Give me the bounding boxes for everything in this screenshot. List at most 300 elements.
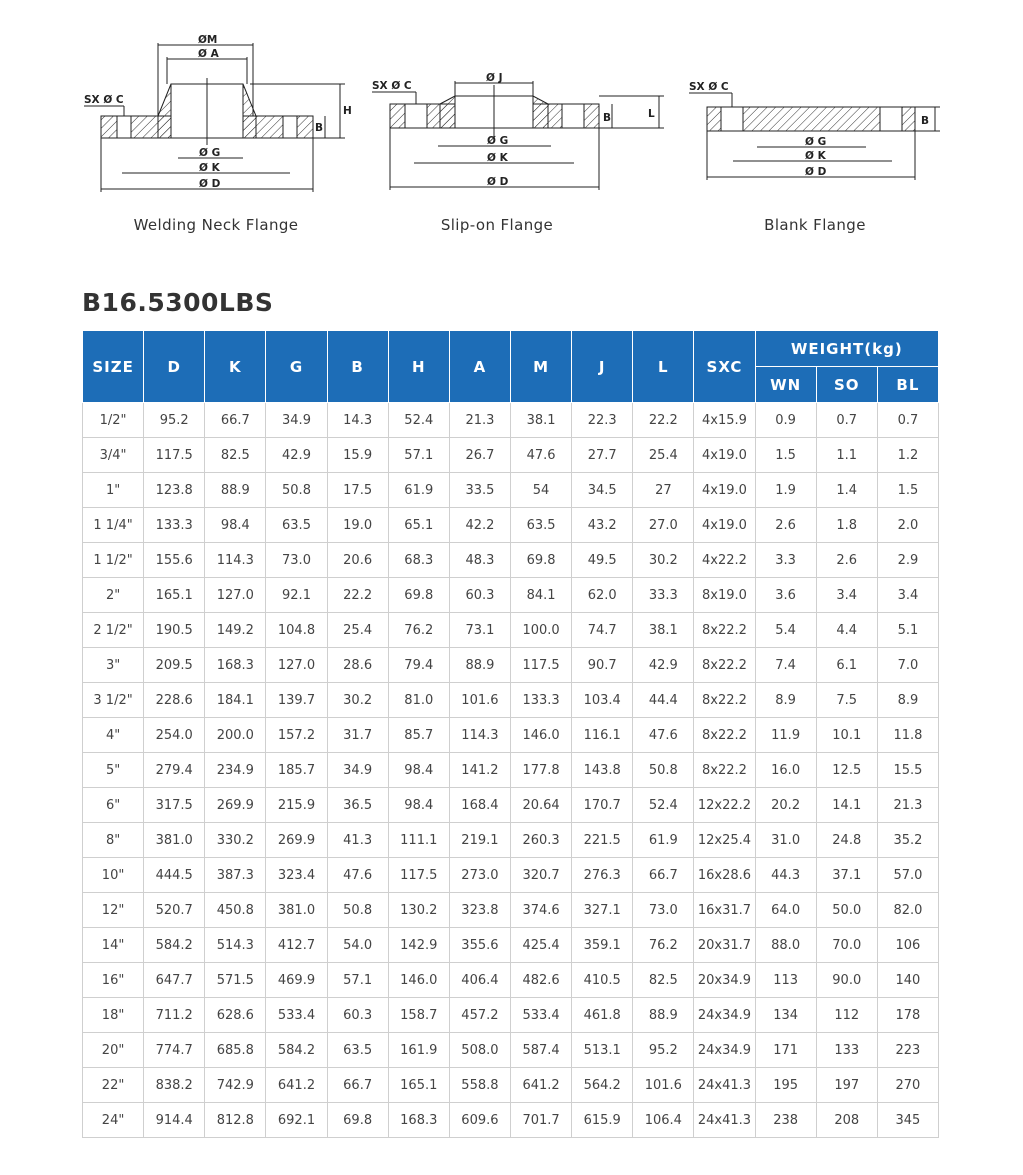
table-cell: 155.6 <box>144 543 205 578</box>
table-cell: 195 <box>755 1068 816 1103</box>
so-label-l: L <box>648 108 655 120</box>
table-cell: 208 <box>816 1103 877 1138</box>
table-cell: 33.3 <box>633 578 694 613</box>
table-cell: 461.8 <box>572 998 633 1033</box>
table-cell: 26.7 <box>449 438 510 473</box>
table-cell: 7.0 <box>877 648 938 683</box>
table-cell: 27.0 <box>633 508 694 543</box>
table-cell: 1.1 <box>816 438 877 473</box>
table-cell: 20.2 <box>755 788 816 823</box>
so-label-j: Ø J <box>486 72 503 84</box>
table-cell: 197 <box>816 1068 877 1103</box>
table-cell: 711.2 <box>144 998 205 1033</box>
table-cell: 116.1 <box>572 718 633 753</box>
table-cell: 161.9 <box>388 1033 449 1068</box>
table-cell: 14" <box>83 928 144 963</box>
table-cell: 33.5 <box>449 473 510 508</box>
table-cell: 0.7 <box>816 403 877 438</box>
table-cell: 4x22.2 <box>694 543 755 578</box>
table-cell: 49.5 <box>572 543 633 578</box>
table-cell: 1 1/2" <box>83 543 144 578</box>
table-cell: 514.3 <box>205 928 266 963</box>
table-cell: 16.0 <box>755 753 816 788</box>
table-cell: 24x41.3 <box>694 1068 755 1103</box>
table-cell: 8.9 <box>877 683 938 718</box>
table-cell: 117.5 <box>388 858 449 893</box>
table-cell: 260.3 <box>510 823 571 858</box>
table-cell: 21.3 <box>877 788 938 823</box>
table-cell: 65.1 <box>388 508 449 543</box>
table-cell: 165.1 <box>388 1068 449 1103</box>
table-cell: 47.6 <box>510 438 571 473</box>
table-cell: 66.7 <box>327 1068 388 1103</box>
table-cell: 130.2 <box>388 893 449 928</box>
table-cell: 2.9 <box>877 543 938 578</box>
table-cell: 88.9 <box>633 998 694 1033</box>
table-cell: 20x31.7 <box>694 928 755 963</box>
table-cell: 139.7 <box>266 683 327 718</box>
flange-drawings <box>0 0 1023 250</box>
header-d: D <box>144 331 205 403</box>
table-cell: 112 <box>816 998 877 1033</box>
table-cell: 425.4 <box>510 928 571 963</box>
table-cell: 127.0 <box>205 578 266 613</box>
table-cell: 43.2 <box>572 508 633 543</box>
table-cell: 158.7 <box>388 998 449 1033</box>
table-cell: 17.5 <box>327 473 388 508</box>
table-cell: 469.9 <box>266 963 327 998</box>
header-so: SO <box>816 367 877 403</box>
table-row <box>83 683 939 718</box>
so-label-k: Ø K <box>487 152 508 164</box>
table-cell: 88.9 <box>205 473 266 508</box>
table-cell: 24" <box>83 1103 144 1138</box>
table-cell: 52.4 <box>633 788 694 823</box>
table-cell: 117.5 <box>144 438 205 473</box>
table-cell: 31.0 <box>755 823 816 858</box>
table-cell: 47.6 <box>633 718 694 753</box>
table-cell: 146.0 <box>388 963 449 998</box>
table-cell: 520.7 <box>144 893 205 928</box>
table-cell: 90.7 <box>572 648 633 683</box>
header-k: K <box>205 331 266 403</box>
table-cell: 641.2 <box>266 1068 327 1103</box>
table-cell: 100.0 <box>510 613 571 648</box>
header-h: H <box>388 331 449 403</box>
table-header-row <box>83 331 939 367</box>
table-cell: 114.3 <box>205 543 266 578</box>
table-cell: 1 1/4" <box>83 508 144 543</box>
table-cell: 114.3 <box>449 718 510 753</box>
table-cell: 628.6 <box>205 998 266 1033</box>
table-cell: 95.2 <box>633 1033 694 1068</box>
table-cell: 223 <box>877 1033 938 1068</box>
welding-neck-caption: Welding Neck Flange <box>133 216 299 234</box>
table-cell: 50.8 <box>266 473 327 508</box>
table-cell: 22.3 <box>572 403 633 438</box>
table-cell: 647.7 <box>144 963 205 998</box>
table-cell: 142.9 <box>388 928 449 963</box>
table-cell: 12x22.2 <box>694 788 755 823</box>
table-cell: 609.6 <box>449 1103 510 1138</box>
table-cell: 320.7 <box>510 858 571 893</box>
wn-label-b: B <box>315 122 324 134</box>
table-cell: 24x34.9 <box>694 1033 755 1068</box>
table-cell: 406.4 <box>449 963 510 998</box>
table-cell: 88.9 <box>449 648 510 683</box>
table-cell: 38.1 <box>633 613 694 648</box>
table-cell: 178 <box>877 998 938 1033</box>
table-cell: 113 <box>755 963 816 998</box>
table-cell: 48.3 <box>449 543 510 578</box>
table-cell: 276.3 <box>572 858 633 893</box>
table-row <box>83 858 939 893</box>
table-cell: 444.5 <box>144 858 205 893</box>
table-cell: 24.8 <box>816 823 877 858</box>
table-row <box>83 1103 939 1138</box>
table-cell: 74.7 <box>572 613 633 648</box>
table-cell: 355.6 <box>449 928 510 963</box>
table-cell: 101.6 <box>633 1068 694 1103</box>
table-cell: 323.4 <box>266 858 327 893</box>
table-cell: 3/4" <box>83 438 144 473</box>
table-cell: 1.8 <box>816 508 877 543</box>
table-cell: 558.8 <box>449 1068 510 1103</box>
so-label-d: Ø D <box>487 176 509 188</box>
table-cell: 57.0 <box>877 858 938 893</box>
table-cell: 84.1 <box>510 578 571 613</box>
table-cell: 66.7 <box>205 403 266 438</box>
table-cell: 381.0 <box>144 823 205 858</box>
table-cell: 219.1 <box>449 823 510 858</box>
table-row <box>83 753 939 788</box>
table-cell: 133.3 <box>510 683 571 718</box>
table-cell: 41.3 <box>327 823 388 858</box>
table-cell: 3 1/2" <box>83 683 144 718</box>
table-cell: 16" <box>83 963 144 998</box>
table-cell: 20.6 <box>327 543 388 578</box>
table-cell: 4x19.0 <box>694 473 755 508</box>
table-cell: 8x22.2 <box>694 718 755 753</box>
table-cell: 5.4 <box>755 613 816 648</box>
table-cell: 143.8 <box>572 753 633 788</box>
slip-on-caption: Slip-on Flange <box>440 216 554 234</box>
table-cell: 323.8 <box>449 893 510 928</box>
table-cell: 60.3 <box>449 578 510 613</box>
wn-label-sxc: SX Ø C <box>84 94 124 106</box>
table-cell: 4x19.0 <box>694 438 755 473</box>
table-cell: 15.9 <box>327 438 388 473</box>
table-cell: 54 <box>510 473 571 508</box>
table-row <box>83 1033 939 1068</box>
table-cell: 2.0 <box>877 508 938 543</box>
table-cell: 70.0 <box>816 928 877 963</box>
table-cell: 184.1 <box>205 683 266 718</box>
table-row <box>83 403 939 438</box>
table-cell: 1/2" <box>83 403 144 438</box>
table-cell: 571.5 <box>205 963 266 998</box>
wn-label-h: H <box>343 105 352 117</box>
table-cell: 95.2 <box>144 403 205 438</box>
table-cell: 22" <box>83 1068 144 1103</box>
header-a: A <box>449 331 510 403</box>
table-cell: 4" <box>83 718 144 753</box>
wn-label-g: Ø G <box>199 147 221 159</box>
table-cell: 330.2 <box>205 823 266 858</box>
table-cell: 10.1 <box>816 718 877 753</box>
table-cell: 28.6 <box>327 648 388 683</box>
table-cell: 200.0 <box>205 718 266 753</box>
table-cell: 47.6 <box>327 858 388 893</box>
table-cell: 134 <box>755 998 816 1033</box>
table-cell: 82.5 <box>633 963 694 998</box>
table-cell: 63.5 <box>327 1033 388 1068</box>
table-cell: 345 <box>877 1103 938 1138</box>
table-cell: 92.1 <box>266 578 327 613</box>
table-cell: 185.7 <box>266 753 327 788</box>
table-cell: 69.8 <box>388 578 449 613</box>
table-cell: 140 <box>877 963 938 998</box>
table-cell: 8x22.2 <box>694 753 755 788</box>
table-cell: 482.6 <box>510 963 571 998</box>
blank-caption: Blank Flange <box>764 216 866 234</box>
table-cell: 82.5 <box>205 438 266 473</box>
table-cell: 20" <box>83 1033 144 1068</box>
flange-diagrams <box>0 0 1023 250</box>
table-cell: 98.4 <box>205 508 266 543</box>
table-cell: 533.4 <box>266 998 327 1033</box>
table-cell: 273.0 <box>449 858 510 893</box>
table-cell: 61.9 <box>633 823 694 858</box>
table-cell: 141.2 <box>449 753 510 788</box>
table-cell: 133 <box>816 1033 877 1068</box>
table-cell: 8x19.0 <box>694 578 755 613</box>
table-row <box>83 613 939 648</box>
table-cell: 209.5 <box>144 648 205 683</box>
table-cell: 774.7 <box>144 1033 205 1068</box>
table-cell: 4x15.9 <box>694 403 755 438</box>
table-cell: 584.2 <box>144 928 205 963</box>
table-cell: 584.2 <box>266 1033 327 1068</box>
table-cell: 0.7 <box>877 403 938 438</box>
table-cell: 838.2 <box>144 1068 205 1103</box>
table-cell: 7.5 <box>816 683 877 718</box>
table-cell: 30.2 <box>327 683 388 718</box>
table-cell: 76.2 <box>388 613 449 648</box>
header-size: SIZE <box>83 331 144 403</box>
table-cell: 61.9 <box>388 473 449 508</box>
table-cell: 22.2 <box>327 578 388 613</box>
table-cell: 127.0 <box>266 648 327 683</box>
so-label-sxc: SX Ø C <box>372 80 412 92</box>
table-cell: 103.4 <box>572 683 633 718</box>
table-cell: 63.5 <box>510 508 571 543</box>
table-cell: 412.7 <box>266 928 327 963</box>
wn-label-k: Ø K <box>199 162 220 174</box>
table-cell: 50.8 <box>633 753 694 788</box>
table-cell: 359.1 <box>572 928 633 963</box>
table-cell: 22.2 <box>633 403 694 438</box>
table-cell: 36.5 <box>327 788 388 823</box>
table-cell: 2.6 <box>755 508 816 543</box>
table-cell: 2 1/2" <box>83 613 144 648</box>
table-cell: 35.2 <box>877 823 938 858</box>
table-cell: 168.3 <box>205 648 266 683</box>
table-cell: 146.0 <box>510 718 571 753</box>
table-cell: 742.9 <box>205 1068 266 1103</box>
table-cell: 81.0 <box>388 683 449 718</box>
table-cell: 24x34.9 <box>694 998 755 1033</box>
table-cell: 68.3 <box>388 543 449 578</box>
table-row <box>83 718 939 753</box>
table-row <box>83 1068 939 1103</box>
table-cell: 190.5 <box>144 613 205 648</box>
table-cell: 177.8 <box>510 753 571 788</box>
table-cell: 34.9 <box>266 403 327 438</box>
table-row <box>83 928 939 963</box>
table-body <box>83 403 939 1138</box>
table-cell: 12x25.4 <box>694 823 755 858</box>
table-cell: 104.8 <box>266 613 327 648</box>
table-cell: 27 <box>633 473 694 508</box>
header-wn: WN <box>755 367 816 403</box>
bl-label-d: Ø D <box>805 166 827 178</box>
table-cell: 106.4 <box>633 1103 694 1138</box>
table-cell: 5.1 <box>877 613 938 648</box>
table-cell: 111.1 <box>388 823 449 858</box>
table-cell: 88.0 <box>755 928 816 963</box>
table-cell: 10" <box>83 858 144 893</box>
table-cell: 0.9 <box>755 403 816 438</box>
table-cell: 34.9 <box>327 753 388 788</box>
table-cell: 812.8 <box>205 1103 266 1138</box>
table-cell: 18" <box>83 998 144 1033</box>
table-cell: 615.9 <box>572 1103 633 1138</box>
table-cell: 168.4 <box>449 788 510 823</box>
table-cell: 31.7 <box>327 718 388 753</box>
table-cell: 54.0 <box>327 928 388 963</box>
table-cell: 79.4 <box>388 648 449 683</box>
table-cell: 12.5 <box>816 753 877 788</box>
table-row <box>83 578 939 613</box>
table-cell: 269.9 <box>205 788 266 823</box>
table-cell: 228.6 <box>144 683 205 718</box>
table-cell: 8x22.2 <box>694 683 755 718</box>
table-cell: 6.1 <box>816 648 877 683</box>
table-cell: 165.1 <box>144 578 205 613</box>
table-cell: 44.4 <box>633 683 694 718</box>
header-m: M <box>510 331 571 403</box>
table-cell: 457.2 <box>449 998 510 1033</box>
table-cell: 381.0 <box>266 893 327 928</box>
header-bl: BL <box>877 367 938 403</box>
bl-label-b: B <box>921 115 930 127</box>
table-cell: 3.4 <box>816 578 877 613</box>
table-cell: 1.5 <box>755 438 816 473</box>
table-cell: 21.3 <box>449 403 510 438</box>
header-sxc: SXC <box>694 331 755 403</box>
table-row <box>83 438 939 473</box>
table-cell: 564.2 <box>572 1068 633 1103</box>
header-l: L <box>633 331 694 403</box>
table-cell: 7.4 <box>755 648 816 683</box>
wn-label-d: Ø D <box>199 178 221 190</box>
table-cell: 42.9 <box>633 648 694 683</box>
table-cell: 270 <box>877 1068 938 1103</box>
table-cell: 98.4 <box>388 753 449 788</box>
table-cell: 914.4 <box>144 1103 205 1138</box>
table-cell: 60.3 <box>327 998 388 1033</box>
table-cell: 101.6 <box>449 683 510 718</box>
table-cell: 1.2 <box>877 438 938 473</box>
table-cell: 587.4 <box>510 1033 571 1068</box>
page-title: B16.5300LBS <box>82 288 274 317</box>
table-row <box>83 963 939 998</box>
table-cell: 62.0 <box>572 578 633 613</box>
flange-spec-table <box>82 330 939 1138</box>
table-cell: 8x22.2 <box>694 613 755 648</box>
table-cell: 64.0 <box>755 893 816 928</box>
table-cell: 513.1 <box>572 1033 633 1068</box>
table-cell: 279.4 <box>144 753 205 788</box>
wn-label-a: Ø A <box>198 48 219 60</box>
table-cell: 8" <box>83 823 144 858</box>
table-cell: 76.2 <box>633 928 694 963</box>
table-cell: 170.7 <box>572 788 633 823</box>
table-cell: 11.9 <box>755 718 816 753</box>
table-cell: 16x28.6 <box>694 858 755 893</box>
table-cell: 42.2 <box>449 508 510 543</box>
table-cell: 63.5 <box>266 508 327 543</box>
table-cell: 215.9 <box>266 788 327 823</box>
table-row <box>83 893 939 928</box>
table-cell: 171 <box>755 1033 816 1068</box>
table-cell: 254.0 <box>144 718 205 753</box>
table-cell: 82.0 <box>877 893 938 928</box>
bl-label-sxc: SX Ø C <box>689 81 729 93</box>
bl-label-g: Ø G <box>805 136 827 148</box>
table-cell: 14.3 <box>327 403 388 438</box>
table-cell: 85.7 <box>388 718 449 753</box>
table-row <box>83 648 939 683</box>
table-cell: 1.5 <box>877 473 938 508</box>
table-cell: 5" <box>83 753 144 788</box>
table-cell: 117.5 <box>510 648 571 683</box>
table-cell: 3.4 <box>877 578 938 613</box>
table-cell: 450.8 <box>205 893 266 928</box>
table-cell: 692.1 <box>266 1103 327 1138</box>
table-cell: 42.9 <box>266 438 327 473</box>
table-row <box>83 508 939 543</box>
table-cell: 3" <box>83 648 144 683</box>
header-g: G <box>266 331 327 403</box>
table-cell: 20.64 <box>510 788 571 823</box>
table-cell: 4.4 <box>816 613 877 648</box>
table-cell: 106 <box>877 928 938 963</box>
header-b: B <box>327 331 388 403</box>
table-cell: 50.0 <box>816 893 877 928</box>
table-cell: 27.7 <box>572 438 633 473</box>
table-cell: 133.3 <box>144 508 205 543</box>
header-weight: WEIGHT(kg) <box>755 331 938 367</box>
table-cell: 73.1 <box>449 613 510 648</box>
table-cell: 57.1 <box>327 963 388 998</box>
table-row <box>83 788 939 823</box>
table-cell: 57.1 <box>388 438 449 473</box>
table-cell: 8.9 <box>755 683 816 718</box>
table-cell: 168.3 <box>388 1103 449 1138</box>
table-cell: 90.0 <box>816 963 877 998</box>
